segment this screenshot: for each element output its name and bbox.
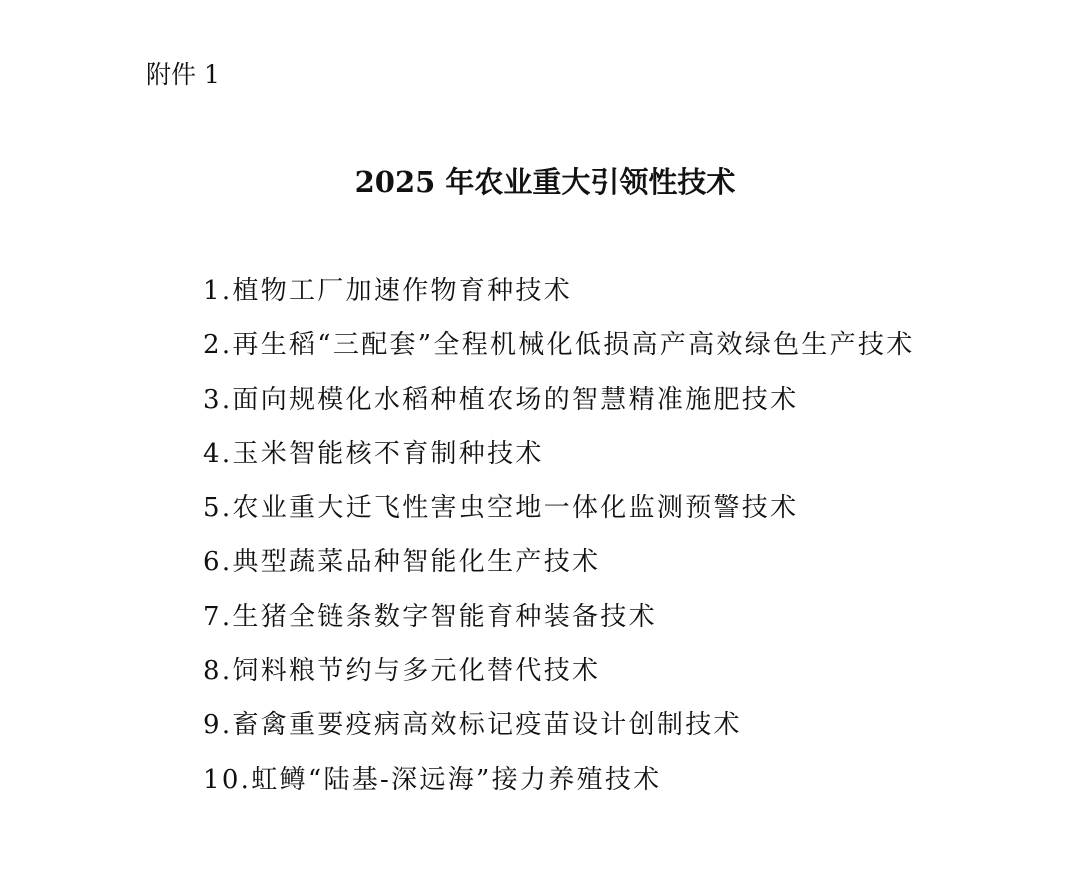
technology-item: 8.饲料粮节约与多元化替代技术 bbox=[203, 656, 601, 687]
document-title: 2025 年农业重大引领性技术 bbox=[354, 165, 736, 199]
technology-item: 6.典型蔬菜品种智能化生产技术 bbox=[203, 547, 601, 578]
attachment-label: 附件 1 bbox=[146, 60, 220, 89]
technology-item: 10.虹鳟“陆基-深远海”接力养殖技术 bbox=[203, 764, 662, 795]
technology-item: 5.农业重大迁飞性害虫空地一体化监测预警技术 bbox=[203, 493, 799, 524]
technology-item: 1.植物工厂加速作物育种技术 bbox=[203, 276, 573, 306]
technology-list bbox=[203, 271, 915, 814]
technology-item: 2.再生稻“三配套”全程机械化低损高产高效绿色生产技术 bbox=[203, 330, 915, 361]
technology-item: 9.畜禽重要疫病高效标记疫苗设计创制技术 bbox=[203, 710, 742, 741]
technology-item: 7.生猪全链条数字智能育种装备技术 bbox=[203, 601, 657, 632]
technology-item: 3.面向规模化水稻种植农场的智慧精准施肥技术 bbox=[203, 384, 799, 415]
technology-item: 4.玉米智能核不育制种技术 bbox=[203, 438, 544, 469]
